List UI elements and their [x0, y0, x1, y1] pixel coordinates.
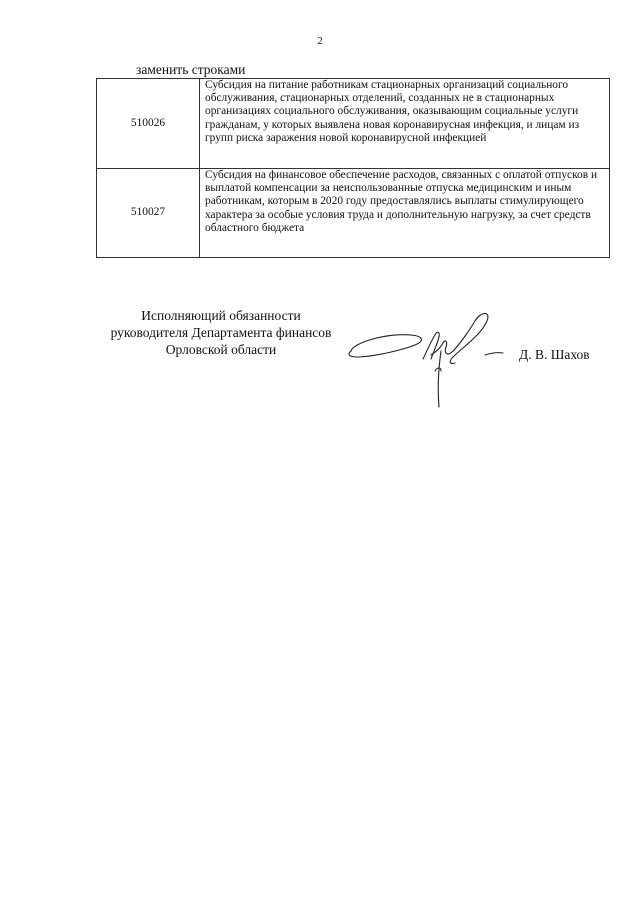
row-description: Субсидия на питание работникам стационарных организаций социального обслуживания, стационарных отделений, созданных не в стационарных организациях социального обслуживания, оказывающим социальные услуги гражданам, у которых выявлена новая коронавирусная инфекция, и лицам из групп риска заражения новой коронавирусной инфекцией: [200, 79, 610, 169]
codes-table: [96, 78, 610, 258]
row-code: 510027: [97, 169, 200, 258]
intro-text: заменить строками: [136, 62, 246, 77]
handwritten-signature: [345, 307, 515, 417]
signer-position-line: руководителя Департамента финансов: [110, 325, 332, 340]
page-number: 2: [317, 35, 323, 47]
signer-position-line: Исполняющий обязанности: [141, 308, 301, 323]
signer-position-line: Орловской области: [165, 342, 277, 357]
table-row: [97, 79, 610, 169]
row-code: 510026: [97, 79, 200, 169]
signer-name: Д. В. Шахов: [519, 347, 590, 362]
table-row: [97, 169, 610, 258]
signer-position: [96, 307, 346, 358]
row-description: Субсидия на финансовое обеспечение расходов, связанных с оплатой отпусков и выплатой компенсации за неиспользованные отпуска медицинским и иным работникам, которым в 2020 году предоставлялись выплаты стимулирующего характера за особые условия труда и дополнительную нагрузку, за счет средств областного бюджета: [200, 169, 610, 258]
signature-block: [0, 307, 640, 427]
